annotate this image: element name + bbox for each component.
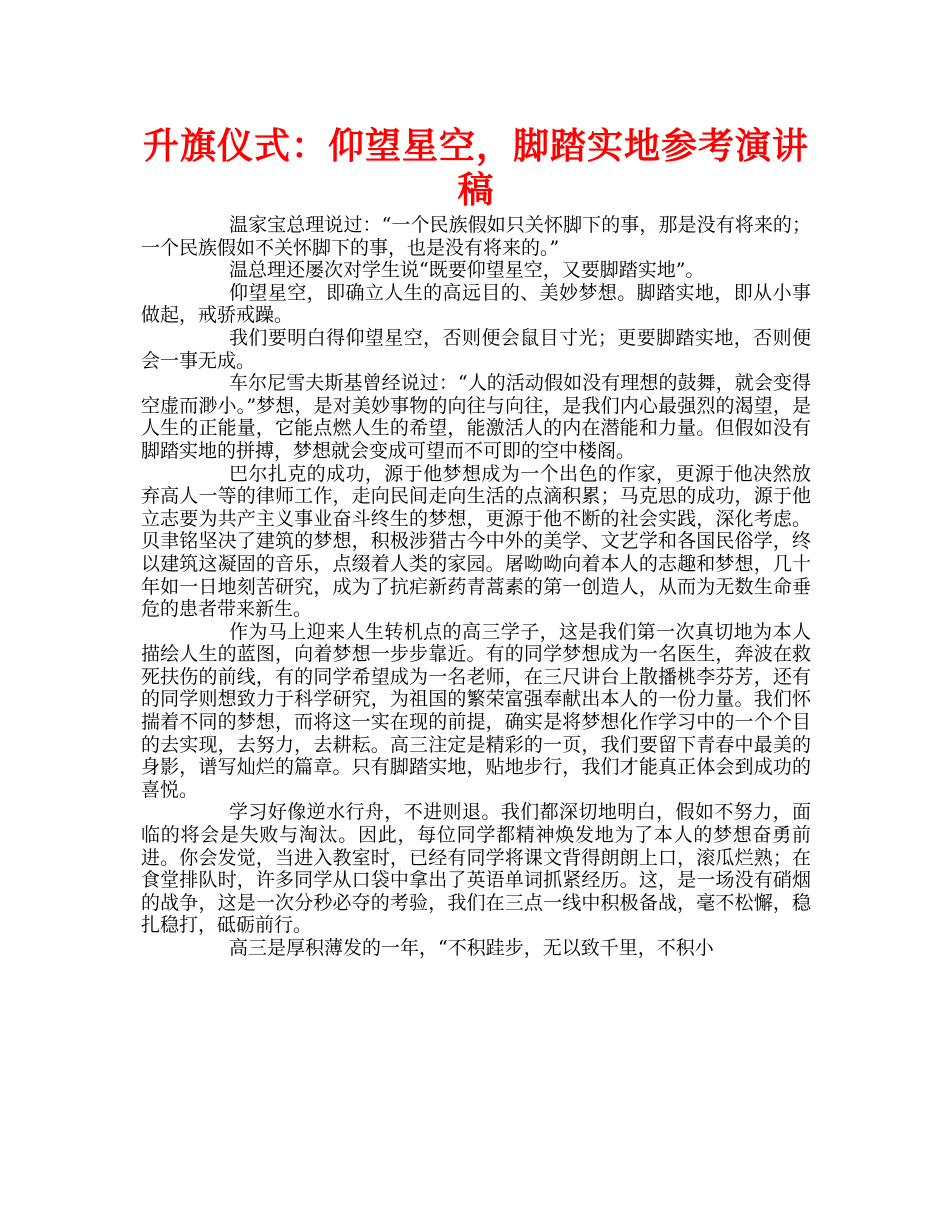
paragraph: 巴尔扎克的成功，源于他梦想成为一个出色的作家，更源于他决然放弃高人一等的律师工作，走向民间走向生活的点滴积累；马克思的成功，源于他立志要为共产主义事业奋斗终生的梦想，更源于他不断的社会实践，深化考虑。贝聿铭坚决了建筑的梦想，积极涉猎古今中外的美学、文艺学和各国民俗学，终以建筑这凝固的音乐，点缀着人类的家园。屠呦呦向着本人的志趣和梦想，几十年如一日地刻苦研究，成为了抗疟新药青蒿素的第一创造人，从而为无数生命垂危的患者带来新生。 <box>141 462 811 621</box>
paragraph: 温家宝总理说过：“一个民族假如只关怀脚下的事，那是没有将来的；一个民族假如不关怀脚下的事，也是没有将来的。” <box>141 214 811 259</box>
paragraph: 高三是厚积薄发的一年，“不积跬步，无以致千里，不积小 <box>229 937 714 959</box>
document-page <box>141 124 811 960</box>
document-body <box>141 214 811 960</box>
document-title: 升旗仪式：仰望星空，脚踏实地参考演讲稿 <box>142 125 809 211</box>
paragraph: 我们要明白得仰望星空，否则便会鼠目寸光；更要脚踏实地，否则便会一事无成。 <box>141 326 811 372</box>
paragraph: 仰望星空，即确立人生的高远目的、美妙梦想。脚踏实地，即从小事做起，戒骄戒躁。 <box>141 281 811 327</box>
paragraph: 温总理还屡次对学生说“既要仰望星空，又要脚踏实地”。 <box>229 259 705 282</box>
paragraph: 学习好像逆水行舟，不进则退。我们都深切地明白，假如不努力，面临的将会是失败与淘汰。因此，每位同学都精神焕发地为了本人的梦想奋勇前进。你会发觉，当进入教室时，已经有同学将课文背得朗朗上口，滚瓜烂熟；在食堂排队时，许多同学从口袋中拿出了英语单词抓紧经历。这，是一场没有硝烟的战争，这是一次分秒必夺的考验，我们在三点一线中积极备战，毫不松懈，稳扎稳打，砥砺前行。 <box>141 801 811 937</box>
paragraph: 车尔尼雪夫斯基曾经说过：“人的活动假如没有理想的鼓舞，就会变得空虚而渺小。”梦想，是对美妙事物的向往与向往，是我们内心最强烈的渴望，是人生的正能量，它能点燃人生的希望，能激活人的内在潜能和力量。但假如没有脚踏实地的拼搏，梦想就会变成可望而不可即的空中楼阁。 <box>141 372 811 462</box>
paragraph: 作为马上迎来人生转机点的高三学子，这是我们第一次真切地为本人描绘人生的蓝图，向着梦想一步步靠近。有的同学梦想成为一名医生，奔波在救死扶伤的前线，有的同学希望成为一名老师，在三尺讲台上散播桃李芬芳，还有的同学则想致力于科学研究，为祖国的繁荣富强奉献出本人的一份力量。我们怀揣着不同的梦想，而将这一实在现的前提，确实是将梦想化作学习中的一个个目的去实现，去努力，去耕耘。高三注定是精彩的一页，我们要留下青春中最美的身影，谱写灿烂的篇章。只有脚踏实地，贴地步行，我们才能真正体会到成功的喜悦。 <box>141 620 811 801</box>
